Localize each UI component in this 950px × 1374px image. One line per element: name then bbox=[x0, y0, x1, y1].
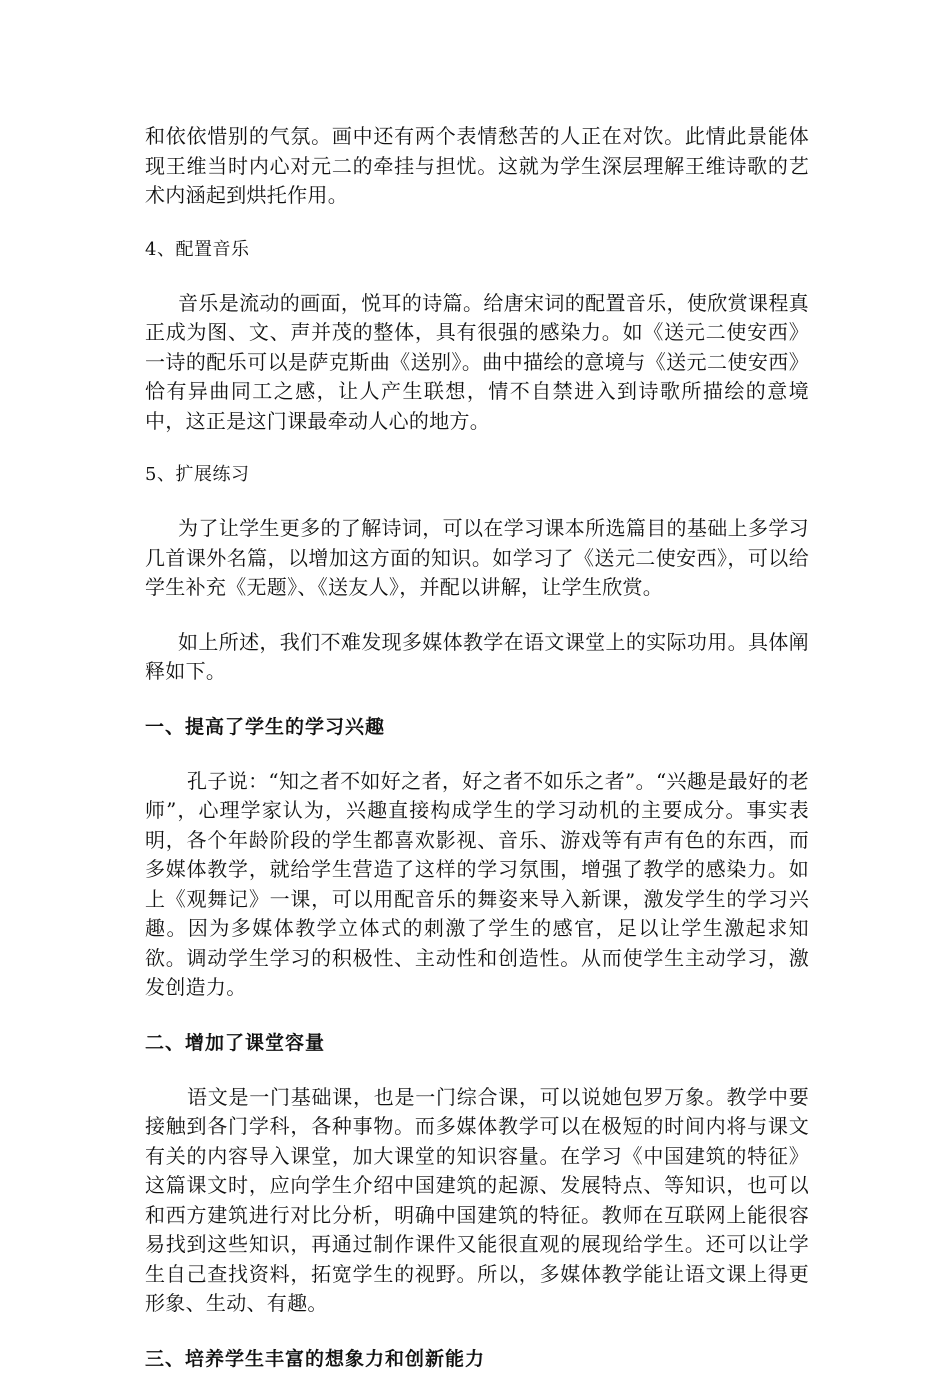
paragraph-painting-atmosphere: 和依依惜别的气氛。画中还有两个表情愁苦的人正在对饮。此情此景能体现王维当时内心对元二的牵挂与担忧。这就为学生深层理解王维诗歌的艺术内涵起到烘托作用。 bbox=[145, 124, 809, 207]
paragraph-extension: 为了让学生更多的了解诗词，可以在学习课本所选篇目的基础上多学习几首课外名篇，以增加这方面的知识。如学习了《送元二使安西》，可以给学生补充《无题》、《送友人》，并配以讲解，让学生欣赏。 bbox=[145, 516, 809, 599]
document-page bbox=[145, 122, 809, 1374]
heading-imagination: 三、培养学生丰富的想象力和创新能力 bbox=[145, 1347, 486, 1370]
paragraph-interest: 孔子说：“知之者不如好之者，好之者不如乐之者”。“兴趣是最好的老师”，心理学家认为，兴趣直接构成学生的学习动机的主要成分。事实表明，各个年龄阶段的学生都喜欢影视、音乐、游戏等有声有色的东西，而多媒体教学，就给学生营造了这样的学习氛围，增强了教学的感染力。如上《观舞记》一课，可以用配音乐的舞姿来导入新课，激发学生的学习兴趣。因为多媒体教学立体式的刺激了学生的感官，足以让学生激起求知欲。调动学生学习的积极性、主动性和创造性。从而使学生主动学习，激发创造力。 bbox=[145, 768, 809, 999]
subheading-music: 4、配置音乐 bbox=[145, 238, 250, 260]
subheading-extension: 5、扩展练习 bbox=[145, 464, 250, 485]
heading-capacity: 二、增加了课堂容量 bbox=[145, 1031, 326, 1054]
paragraph-music: 音乐是流动的画面，悦耳的诗篇。给唐宋词的配置音乐，使欣赏课程真正成为图、文、声并茂的整体，具有很强的感染力。如《送元二使安西》一诗的配乐可以是萨克斯曲《送别》。曲中描绘的意境与《送元二使安西》恰有异曲同工之感，让人产生联想，情不自禁进入到诗歌所描绘的意境中，这正是这门课最牵动人心的地方。 bbox=[145, 290, 809, 433]
paragraph-summary: 如上所述，我们不难发现多媒体教学在语文课堂上的实际功用。具体阐释如下。 bbox=[145, 629, 809, 683]
paragraph-capacity: 语文是一门基础课，也是一门综合课，可以说她包罗万象。教学中要接触到各门学科，各种事物。而多媒体教学可以在极短的时间内将与课文有关的内容导入课堂，加大课堂的知识容量。在学习《中国建筑的特征》这篇课文时，应向学生介绍中国建筑的起源、发展特点、等知识，也可以和西方建筑进行对比分析，明确中国建筑的特征。教师在互联网上能很容易找到这些知识，再通过制作课件又能很直观的展现给学生。还可以让学生自己查找资料，拓宽学生的视野。所以，多媒体教学能让语文课上得更形象、生动、有趣。 bbox=[145, 1084, 809, 1315]
heading-interest: 一、提高了学生的学习兴趣 bbox=[145, 715, 386, 738]
